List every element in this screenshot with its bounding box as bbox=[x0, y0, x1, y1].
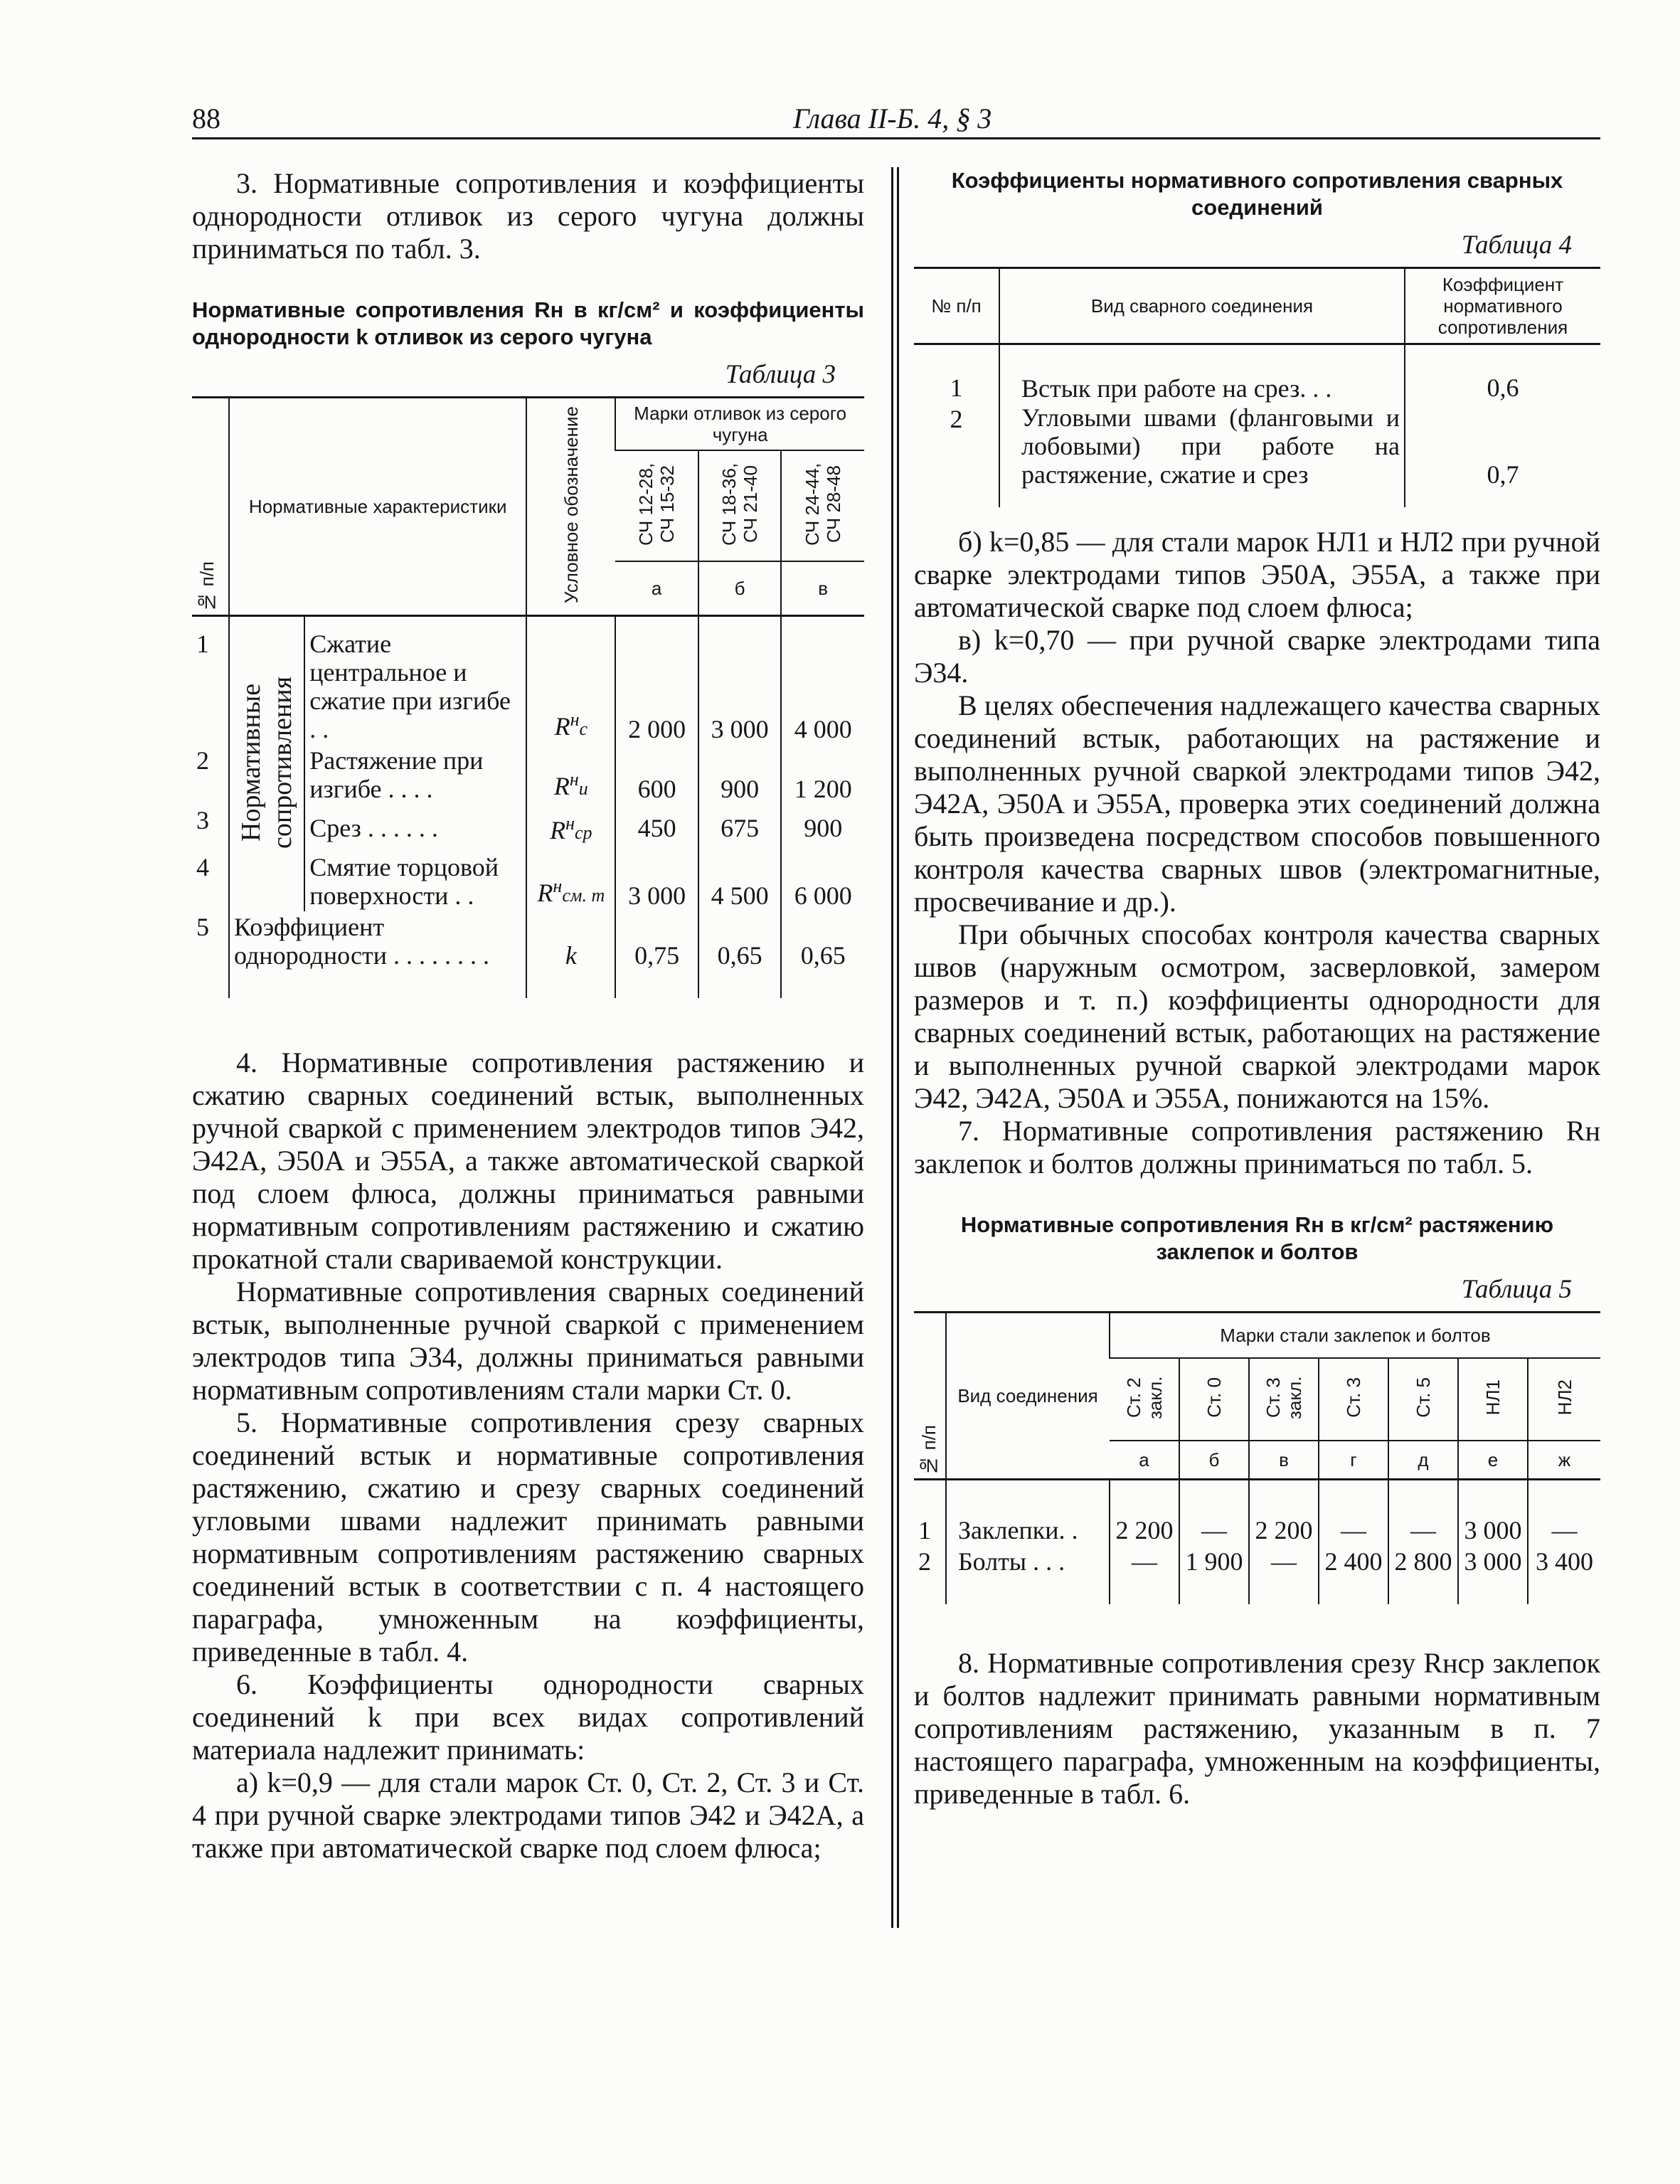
table-5-letter: ж bbox=[1528, 1441, 1600, 1480]
table-row bbox=[192, 911, 864, 998]
table-3-col-char: Нормативные характеристики bbox=[229, 398, 526, 616]
cell: 2 200 bbox=[1110, 1480, 1179, 1547]
row-number: 2 bbox=[950, 405, 963, 433]
row-kind: Угловыми швами (фланговыми и лобовыми) при работе на растяжение, сжатие и срез bbox=[999, 403, 1405, 507]
table-4-label: Таблица 4 bbox=[1461, 230, 1572, 260]
row-kind: Заклепки. . bbox=[946, 1480, 1110, 1547]
left-column bbox=[192, 167, 864, 1865]
table-5-title: Нормативные сопротивления Rн в кг/см² растяжению заклепок и болтов bbox=[960, 1212, 1554, 1264]
table-3-mark-c: СЧ 24-44, СЧ 28-48 bbox=[802, 462, 845, 546]
cell: 900 bbox=[698, 745, 782, 805]
cell: — bbox=[1110, 1546, 1179, 1604]
table-5 bbox=[914, 1311, 1600, 1604]
cell: 6 000 bbox=[781, 852, 864, 911]
row-kind: Встык при работе на срез. . . bbox=[999, 344, 1405, 404]
cell: 0,65 bbox=[698, 911, 782, 998]
table-3-label: Таблица 3 bbox=[725, 360, 836, 389]
table-row bbox=[914, 1546, 1600, 1604]
table-3-col-num: № п/п bbox=[196, 561, 218, 613]
cell: — bbox=[1179, 1480, 1249, 1547]
cell: — bbox=[1249, 1546, 1319, 1604]
table-3-col-sym: Условное обозначение bbox=[560, 405, 582, 604]
cell: 1 200 bbox=[781, 745, 864, 805]
cell: — bbox=[1388, 1480, 1458, 1547]
table-5-letter: б bbox=[1179, 1441, 1249, 1480]
row-symbol: k bbox=[526, 911, 615, 998]
row-number: 5 bbox=[196, 913, 209, 941]
cell: — bbox=[1319, 1480, 1388, 1547]
table-3-mark-a: СЧ 12-28, СЧ 15-32 bbox=[635, 462, 679, 546]
row-number: 2 bbox=[196, 746, 209, 775]
running-header: Глава II-Б. 4, § 3 bbox=[793, 102, 992, 134]
row-kind: Болты . . . bbox=[946, 1546, 1110, 1604]
cell: 4 000 bbox=[781, 616, 864, 746]
table-5-col-num: № п/п bbox=[918, 1425, 940, 1477]
paragraph-control: При обычных способах контроля качества сварных швов (наружным осмотром, засверловкой, замером размеров и т. п.) коэффициенты однородности для сварных соединений встык, работающих на растяжение и выполненных ручной сваркой электродами марок Э42, Э42А, Э50А и Э55А, понижаются на 15%. bbox=[914, 918, 1600, 1114]
table-row: 3 Срез . . . . . . $R^нср$ 450 675 900 bbox=[192, 805, 864, 852]
table-5-mark: Ст. 3 bbox=[1343, 1377, 1364, 1418]
table-5-letter: а bbox=[1139, 1449, 1149, 1470]
cell: 0,6 bbox=[1405, 344, 1600, 404]
table-5-mark: НЛ2 bbox=[1553, 1379, 1575, 1416]
paragraph-v: в) k=0,70 — при ручной сварке электродами типа Э34. bbox=[914, 624, 1600, 689]
table-3-letter: б bbox=[698, 561, 782, 616]
row-number: 2 bbox=[918, 1547, 931, 1576]
table-3-title: Нормативные сопротивления Rн в кг/см² и коэффициенты однородности k отливок из серого чугуна bbox=[192, 297, 864, 349]
table-5-col-marks: Марки стали заклепок и болтов bbox=[1110, 1313, 1600, 1359]
table-4-col-num: № п/п bbox=[931, 295, 982, 317]
table-3-col-marks: Марки отливок из серого чугуна bbox=[615, 398, 864, 451]
table-5-letter: в bbox=[1249, 1441, 1319, 1480]
cell: 2 200 bbox=[1249, 1480, 1319, 1547]
table-4-col-kind: Вид сварного соединения bbox=[999, 268, 1405, 344]
row-number: 3 bbox=[196, 806, 209, 834]
cell: 900 bbox=[781, 805, 864, 852]
table-4-title: Коэффициенты нормативного сопротивления сварных соединений bbox=[951, 168, 1563, 220]
paragraph-7: 7. Нормативные сопротивления растяжению Rн заклепок и болтов должны приниматься по табл. 5. bbox=[914, 1115, 1600, 1180]
cell: 450 bbox=[615, 805, 698, 852]
table-3-group: Нормативные сопротивления bbox=[236, 676, 298, 849]
table-4 bbox=[914, 267, 1600, 507]
cell: 675 bbox=[698, 805, 782, 852]
column-divider bbox=[891, 167, 899, 1928]
paragraph-8: 8. Нормативные сопротивления срезу Rнср заклепок и болтов надлежит принимать равными нормативным сопротивлениям растяжению, указанным в п. 7 настоящего параграфа, умноженным на коэффициенты, приведенные в табл. 6. bbox=[914, 1647, 1600, 1810]
cell: 2 800 bbox=[1388, 1546, 1458, 1604]
row-name: Сжатие центральное и сжатие при изгибе . . bbox=[304, 616, 526, 746]
cell: 3 000 bbox=[1458, 1480, 1528, 1547]
table-5-mark: НЛ1 bbox=[1482, 1379, 1504, 1416]
paragraph-b: б) k=0,85 — для стали марок НЛ1 и НЛ2 при ручной сварке электродами типов Э50А, Э55А, а также при автоматической сварке под слоем флюса; bbox=[914, 526, 1600, 623]
page-number: 88 bbox=[192, 102, 220, 134]
paragraph-6a: а) k=0,9 — для стали марок Ст. 0, Ст. 2, Ст. 3 и Ст. 4 при ручной сварке электродами типов Э42 и Э42А, а также при автоматической сварке под слоем флюса; bbox=[192, 1766, 864, 1864]
table-3-letter: в bbox=[781, 561, 864, 616]
table-5-letter: д bbox=[1388, 1441, 1458, 1480]
cell: 3 400 bbox=[1528, 1546, 1600, 1604]
row-name: Смятие торцовой поверхности . . bbox=[304, 852, 526, 911]
row-name: Растяжение при изгибе . . . . bbox=[304, 745, 526, 805]
right-column bbox=[914, 167, 1600, 1811]
table-3 bbox=[192, 396, 864, 998]
row-name: Срез . . . . . . bbox=[304, 805, 526, 852]
table-5-letter: е bbox=[1458, 1441, 1528, 1480]
table-row: 2 Растяжение при изгибе . . . . $R^ни$ 600 900 1 200 bbox=[192, 745, 864, 805]
row-number: 1 bbox=[950, 373, 963, 402]
table-3-mark-b: СЧ 18-36, СЧ 21-40 bbox=[718, 462, 762, 546]
row-number: 4 bbox=[196, 853, 209, 881]
cell: 3 000 bbox=[698, 616, 782, 746]
row-number: 1 bbox=[196, 630, 209, 658]
table-5-label: Таблица 5 bbox=[1461, 1275, 1572, 1304]
table-5-col-kind: Вид соединения bbox=[946, 1313, 1110, 1480]
cell: 3 000 bbox=[615, 852, 698, 911]
table-row: 1 Нормативные сопротивления Сжатие центральное и сжатие при изгибе . . $R^нс$ 2 000 3 000 4 000 bbox=[192, 616, 864, 746]
cell: 4 500 bbox=[698, 852, 782, 911]
table-5-mark: Ст. 5 bbox=[1413, 1377, 1434, 1418]
table-5-mark: Ст. 3 закл. bbox=[1262, 1376, 1305, 1419]
paragraph-6: 6. Коэффициенты однородности сварных соединений k при всех видах сопротивлений материала надлежит принимать: bbox=[192, 1668, 864, 1766]
table-4-col-coef: Коэффициент нормативного сопротивления bbox=[1405, 268, 1600, 344]
header-rule bbox=[192, 137, 1600, 139]
table-3-letter: а bbox=[651, 578, 662, 599]
row-number: 1 bbox=[918, 1516, 931, 1544]
table-5-letter: г bbox=[1319, 1441, 1388, 1480]
table-5-mark: Ст. 0 bbox=[1203, 1377, 1225, 1418]
cell: 0,75 bbox=[615, 911, 698, 998]
paragraph-4b: Нормативные сопротивления сварных соединений встык, выполненные ручной сваркой с применением электродов типа Э34, должны приниматься равными нормативным сопротивлениям стали марки Ст. 0. bbox=[192, 1276, 864, 1406]
row-name: Коэффициент однородности . . . . . . . . bbox=[229, 911, 526, 998]
paragraph-3: 3. Нормативные сопротивления и коэффициенты однородности отливок из серого чугуна должны приниматься по табл. 3. bbox=[192, 167, 864, 265]
table-row: 4 Смятие торцовой поверхности . . $R^нсм$. т 3 000 4 500 6 000 bbox=[192, 852, 864, 911]
cell: 600 bbox=[615, 745, 698, 805]
cell: — bbox=[1528, 1480, 1600, 1547]
cell: 2 000 bbox=[615, 616, 698, 746]
table-row bbox=[914, 344, 1600, 404]
cell: 2 400 bbox=[1319, 1546, 1388, 1604]
cell: 0,7 bbox=[1405, 403, 1600, 507]
table-5-mark: Ст. 2 закл. bbox=[1122, 1376, 1166, 1419]
cell: 3 000 bbox=[1458, 1546, 1528, 1604]
cell: 1 900 bbox=[1179, 1546, 1249, 1604]
paragraph-quality: В целях обеспечения надлежащего качества сварных соединений встык, работающих на растяжение и выполненных ручной сваркой электродами типов Э42, Э42А, Э50А и Э55А, проверка этих соединений должна быть произведена посредством способов повышенного контроля качества сварных швов (электромагнитные, просвечивание и др.). bbox=[914, 689, 1600, 918]
table-row bbox=[914, 403, 1600, 507]
paragraph-5: 5. Нормативные сопротивления срезу сварных соединений встык и нормативные сопротивления растяжению, сжатию и срезу сварных соединений угловыми швами надлежит принимать равными нормативным сопротивлениям растяжению сварных соединений встык в соответствии с п. 4 настоящего параграфа, умноженным на коэффициенты, приведенные в табл. 4. bbox=[192, 1406, 864, 1668]
paragraph-4: 4. Нормативные сопротивления растяжению и сжатию сварных соединений встык, выполненных ручной сваркой с применением электродов типов Э42, Э42А, Э50А и Э55А, а также автоматической сваркой под слоем флюса, должны приниматься равными нормативным сопротивлениям растяжению и сжатию прокатной стали свариваемой конструкции. bbox=[192, 1046, 864, 1275]
cell: 0,65 bbox=[781, 911, 864, 998]
table-row bbox=[914, 1480, 1600, 1547]
